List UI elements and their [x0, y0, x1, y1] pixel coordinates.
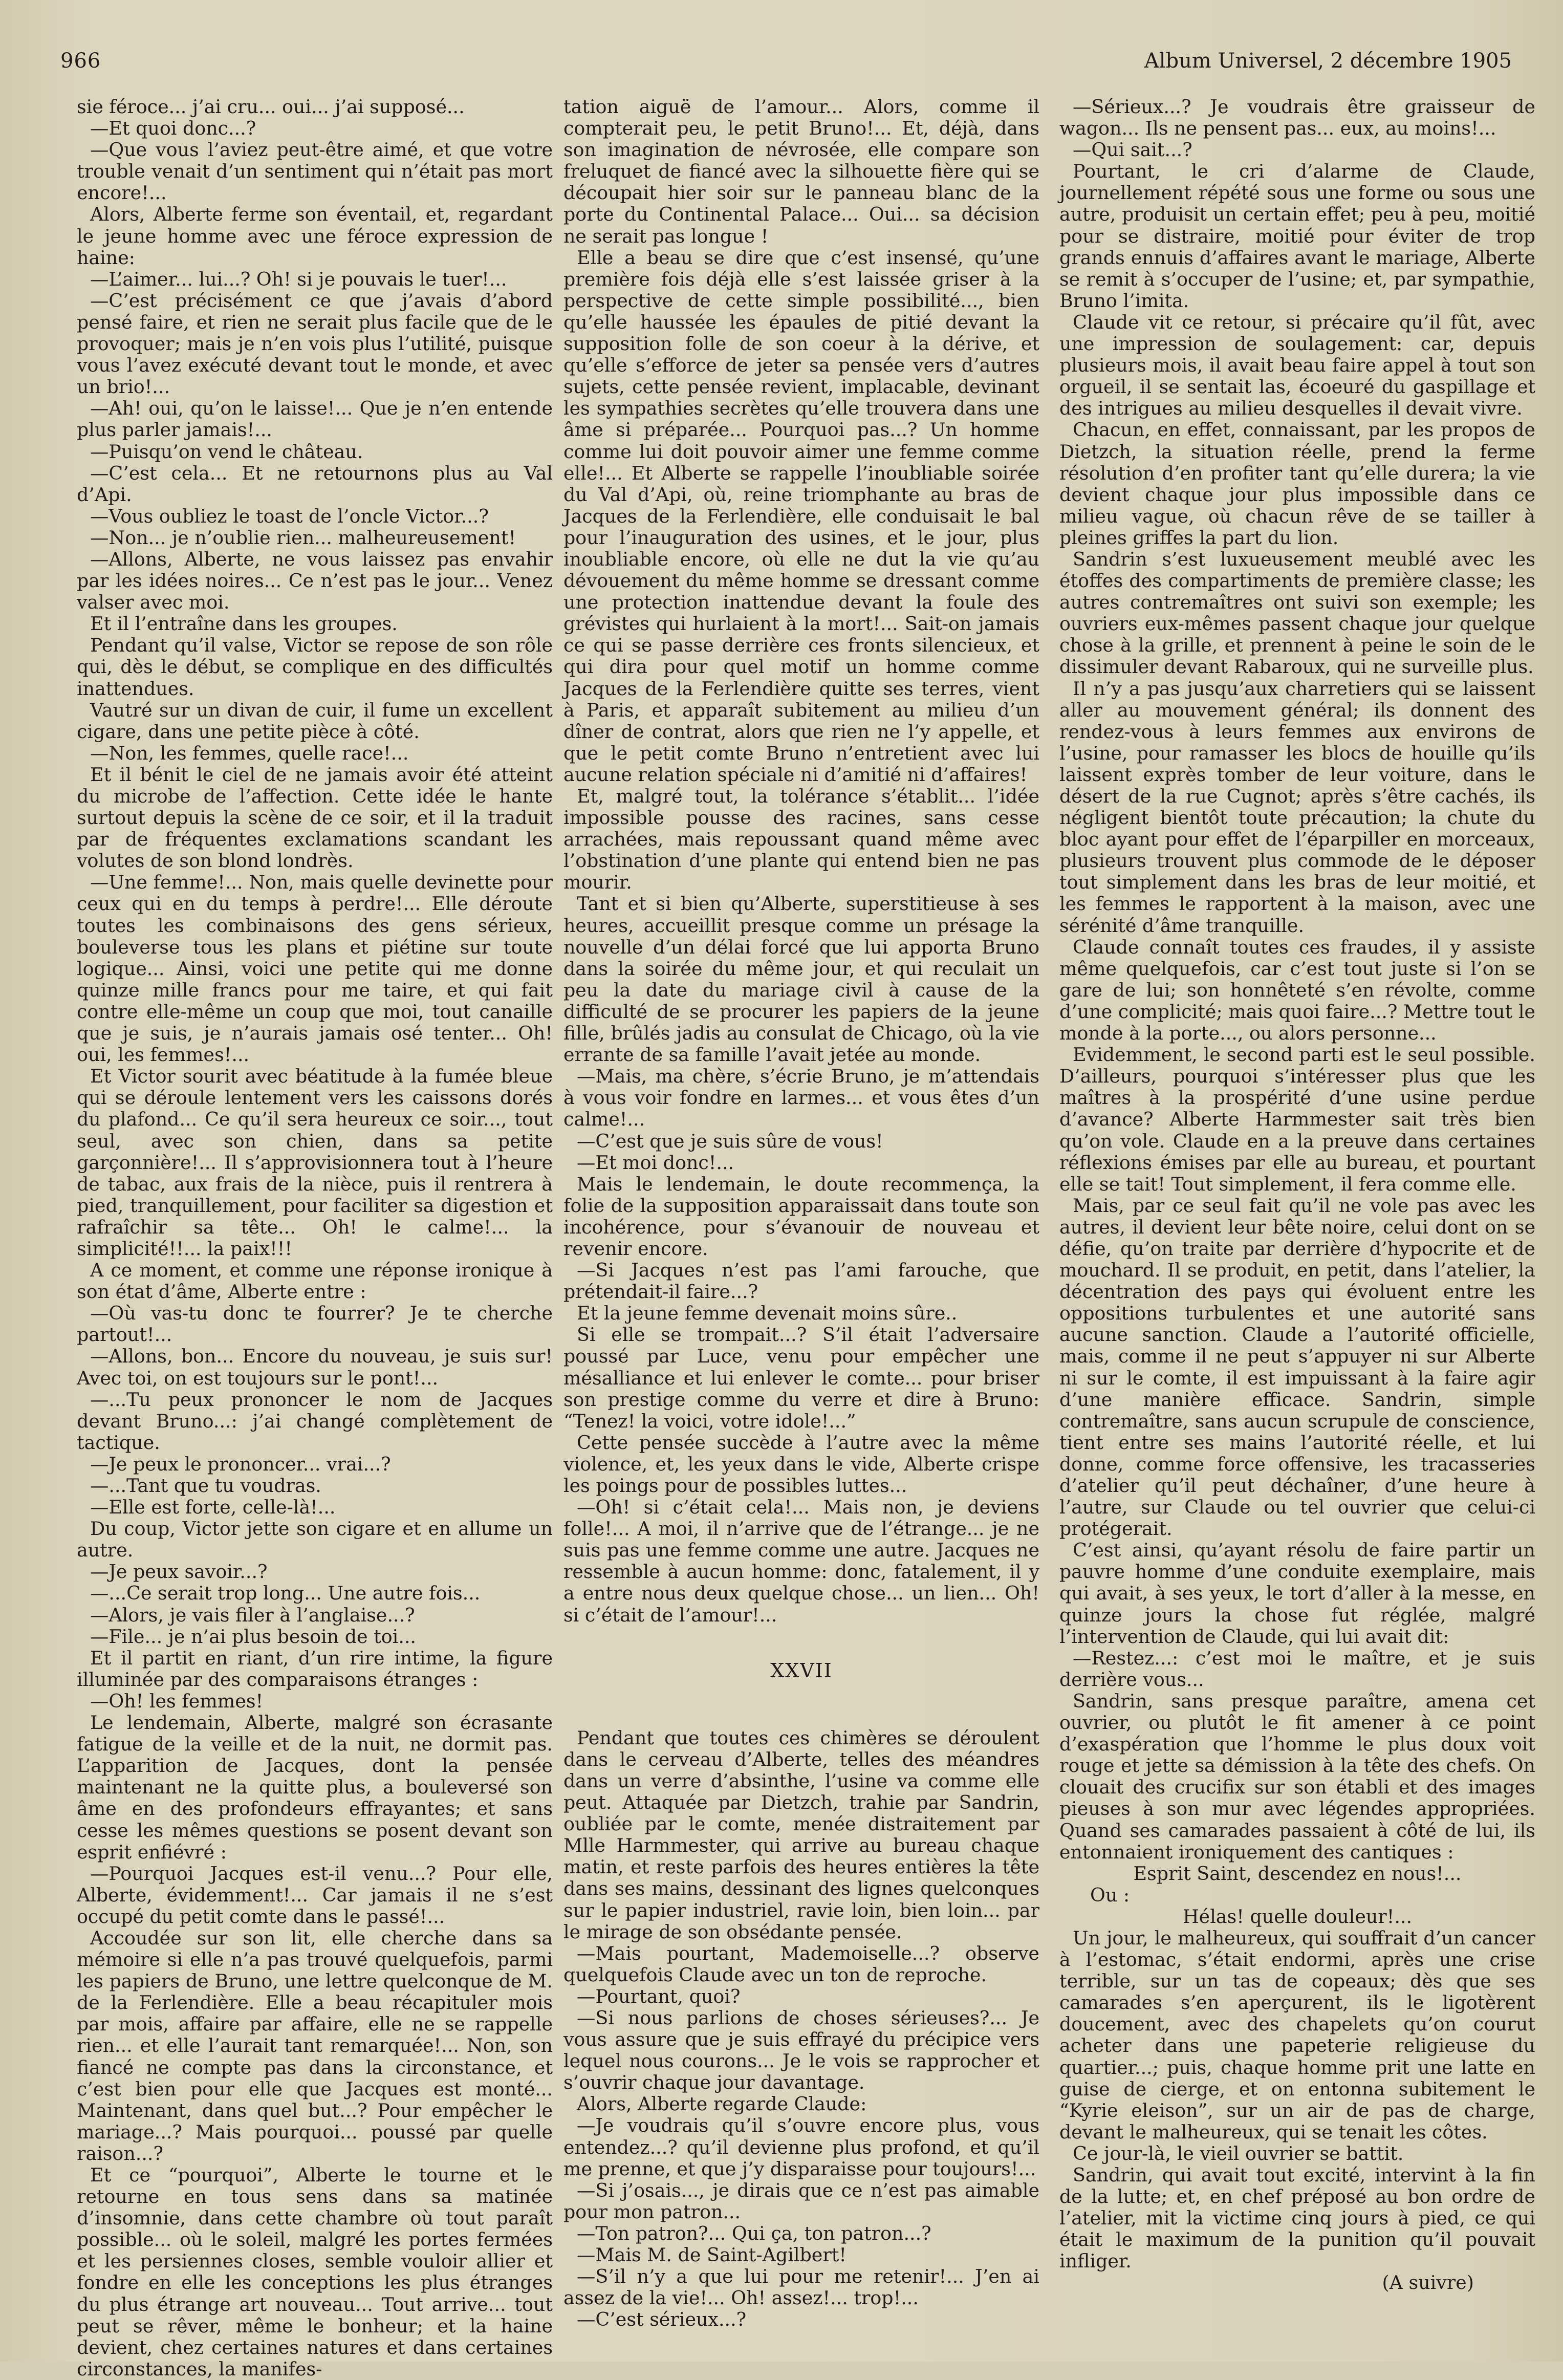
paragraph: —Ton patron?... Qui ça, ton patron...?: [577, 2222, 931, 2244]
paragraph: Sandrin, sans presque paraître, amena cet ouvrier, ou plutôt le fit amener à ce point d’exaspération que l’homme le plus doux voit rouge et jette sa démission à la tête des chefs. On clouait des crucifix sur son établi et des images pieuses à son mur avec légendes appropriées. Quand ses camarades passaient à côté de lui, ils entonnaient ironiquement des cantiques :: [1059, 1690, 1535, 1863]
paragraph: Et il partit en riant, d’un rire intime, la figure illuminée par des comparaisons étranges :: [77, 1647, 553, 1691]
paragraph: Evidemment, le second parti est le seul possible. D’ailleurs, pourquoi s’intéresser plus que les maîtres à la prospérité d’une usine perdue d’avance? Alberte Harmmester sait très bien qu’on vole. Claude en a la preuve dans certaines réflexions émises par elle au bureau, et pourtant elle se tait! Tout simplement, il fera comme elle.: [1059, 1044, 1535, 1195]
paragraph: Alors, Alberte regarde Claude:: [577, 2093, 867, 2115]
paragraph: —Si Jacques n’est pas l’ami farouche, que prétendait-il faire...?: [563, 1259, 1039, 1303]
paragraph: —Et quoi donc...?: [90, 117, 256, 140]
paragraph: Elle a beau se dire que c’est insensé, qu’une première fois déjà elle s’est laissée griser à la perspective de cette simple possibilité..., bien qu’elle haussée les épaules de pitié devant la supposition folle de son coeur à la dérive, et qu’elle s’efforce de jeter sa pensée vers d’autres sujets, cette pensée revient, implacable, devinant les sympathies secrètes qu’elle trouvera dans une âme si préparée... Pourquoi pas...? Un homme comme lui doit pouvoir aimer une femme comme elle!... Et Alberte se rappelle l’inoubliable soirée du Val d’Api, où, reine triomphante au bras de Jacques de la Ferlendière, elle conduisait le bal pour l’inauguration des usines, et le jour, plus inoubliable encore, où elle ne dut la vie qu’au dévouement du même homme se dressant comme une protection inattendue devant la foule des grévistes qui hurlaient à la mort!... Sait-on jamais ce qui se passe derrière ces fronts silencieux, et qui dira pour quel motif un homme comme Jacques de la Ferlendière quitte ses terres, vient à Paris, et apparaît subitement au milieu d’un dîner de contrat, alors que rien ne l’y appelle, et que le petit comte Bruno n’entretient avec lui aucune relation spéciale ni d’amitié ni d’affaires!: [563, 246, 1039, 786]
paragraph: —Elle est forte, celle-là!...: [90, 1496, 336, 1519]
paragraph: —Restez...: c’est moi le maître, et je suis derrière vous...: [1059, 1647, 1535, 1691]
paragraph: —Qui sait...?: [1073, 139, 1192, 161]
paragraph: —Pourtant, quoi?: [577, 1985, 741, 2007]
paragraph: Chacun, en effet, connaissant, par les propos de Dietzch, la situation réelle, prend la ferme résolution d’en profiter tant qu’elle durera; la vie devient chaque jour plus impossible dans ce milieu vague, où chacun rêve de se tailler à pleines griffes la part du lion.: [1059, 419, 1535, 549]
paragraph: —...Tu peux prononcer le nom de Jacques devant Bruno...: j’ai changé complètement de tactique.: [77, 1388, 553, 1454]
paragraph: —Allons, bon... Encore du nouveau, je suis sur! Avec toi, on est toujours sur le pont!...: [77, 1345, 553, 1389]
paragraph: —Oh! si c’était cela!... Mais non, je deviens folle!... A moi, il n’arrive que de l’étrange... je ne suis pas une femme comme une autre. Jacques ne ressemble à aucun homme: donc, fatalement, il y a entre nous deux quelque chose... un lien... Oh! si c’était de l’amour!...: [563, 1496, 1039, 1626]
paragraph: —C’est cela... Et ne retournons plus au Val d’Api.: [77, 462, 553, 506]
column-3: [1059, 96, 1535, 2294]
paragraph: Claude vit ce retour, si précaire qu’il fût, avec une impression de soulagement: car, depuis plusieurs mois, il avait beau faire appel à tout son orgueil, il se sentait las, écoeuré du gaspillage et des intrigues au milieu desquelles il devait vivre.: [1059, 311, 1535, 420]
column-1: [77, 96, 553, 2380]
paragraph: —Et moi donc!...: [577, 1151, 734, 1174]
paragraph: sie féroce... j’ai cru... oui... j’ai supposé...: [77, 96, 465, 118]
chapter-heading: XXVII: [770, 1659, 833, 1682]
paragraph: —S’il n’y a que lui pour me retenir!... J’en ai assez de la vie!... Oh! assez!... trop!...: [563, 2265, 1039, 2309]
song-separator: Ou :: [1090, 1884, 1130, 1906]
paragraph: Mais, par ce seul fait qu’il ne vole pas avec les autres, il devient leur bête noire, celui dont on se défie, qu’on traite par derrière d’hypocrite et de mouchard. Il se produit, en petit, dans l’atelier, la décentration des pays qui évoluent entre les oppositions turbulentes et une autorité sans aucune sanction. Claude a l’autorité officielle, mais, comme il ne peut s’appuyer ni sur Alberte ni sur le comte, il est impuissant à la faire agir d’une manière efficace. Sandrin, simple contremaître, sans aucun scrupule de conscience, tient entre ses mains l’autorité réelle, et lui donne, comme force offensive, les tracasseries d’atelier qu’il peut déchaîner, d’une heure à l’autre, sur Claude ou tel ouvrier que celui-ci protégerait.: [1059, 1194, 1535, 1540]
paragraph: Et la jeune femme devenait moins sûre..: [577, 1302, 958, 1325]
paragraph: —Je voudrais qu’il s’ouvre encore plus, vous entendez...? qu’il devienne plus profond, et qu’il me prenne, et que j’y disparaisse pour toujours!...: [563, 2114, 1039, 2180]
paragraph: C’est ainsi, qu’ayant résolu de faire partir un pauvre homme d’une conduite exemplaire, mais qui avait, à ses yeux, le tort d’aller à la messe, en quinze jours la chose fut réglée, malgré l’intervention de Claude, qui lui avait dit:: [1059, 1539, 1535, 1648]
paragraph: —Puisqu’on vend le château.: [90, 440, 363, 463]
paragraph: —C’est que je suis sûre de vous!: [577, 1130, 883, 1152]
paragraph: Pourtant, le cri d’alarme de Claude, journellement répété sous une forme ou sous une autre, produisit un certain effet; peu à peu, moitié pour se distraire, moitié pour éviter de trop grands ennuis d’affaires avant le mariage, Alberte se remit à s’occuper de l’usine; et, par sympathie, Bruno l’imita.: [1059, 160, 1535, 312]
paragraph: tation aiguë de l’amour... Alors, comme il compterait peu, le petit Bruno!... Et, déjà, dans son imagination de névrosée, elle compare son freluquet de fiancé avec la silhouette fière qui se découpait hier soir sur le panneau blanc de la porte du Continental Palace... Oui... sa décision ne serait pas longue !: [563, 96, 1039, 247]
page-number: 966: [60, 49, 101, 73]
paragraph: —Une femme!... Non, mais quelle devinette pour ceux qui en du temps à perdre!... Elle déroute toutes les combinaisons des gens sérieux, bouleverse tous les plans et piétine sur toute logique... Ainsi, voici une petite qui me donne quinze mille francs pour me taire, et qui fait contre elle-même un coup que moi, tout canaille que je suis, je n’aurais jamais osé tenter... Oh! oui, les femmes!...: [77, 871, 553, 1066]
paragraph: —...Ce serait trop long... Une autre fois...: [90, 1582, 481, 1605]
paragraph: —File... je n’ai plus besoin de toi...: [90, 1625, 416, 1648]
paragraph: —Oh! les femmes!: [90, 1690, 264, 1712]
paragraph: —...Tant que tu voudras.: [90, 1475, 321, 1497]
paragraph: —Mais pourtant, Mademoiselle...? observe quelquefois Claude avec un ton de reproche.: [563, 1942, 1039, 1986]
paragraph: —Vous oubliez le toast de l’oncle Victor...?: [90, 505, 489, 527]
paragraph: —Ah! oui, qu’on le laisse!... Que je n’en entende plus parler jamais!...: [77, 397, 553, 441]
paragraph: —C’est sérieux...?: [577, 2308, 747, 2331]
paragraph: Sandrin s’est luxueusement meublé avec les étoffes des compartiments de première classe; les autres contremaîtres ont suivi son exemple; les ouvriers eux-mêmes passent chaque jour quelque chose à la grille, et prennent à peine le soin de le dissimuler devant Rabaroux, qui ne surveille plus.: [1059, 548, 1535, 678]
paragraph: Et, malgré tout, la tolérance s’établit... l’idée impossible pousse des racines, sans cesse arrachées, mais repoussant quand même avec l’obstination d’une plante qui entend bien ne pas mourir.: [563, 785, 1039, 894]
paragraph: —L’aimer... lui...? Oh! si je pouvais le tuer!...: [90, 268, 507, 290]
paragraph: Tant et si bien qu’Alberte, superstitieuse à ses heures, accueillit presque comme un présage la nouvelle d’un délai forcé que lui apporta Bruno dans la soirée du même jour, et qui reculait un peu la date du mariage civil à cause de la difficulté de se procurer les papiers de la jeune fille, brûlés jadis au consulat de Chicago, où la vie errante de sa famille l’avait jetée au monde.: [563, 893, 1039, 1066]
paragraph: Alors, Alberte ferme son éventail, et, regardant le jeune homme avec une féroce expression de haine:: [77, 203, 553, 269]
paragraph: —Mais, ma chère, s’écrie Bruno, je m’attendais à vous voir fondre en larmes... et vous êtes d’un calme!...: [563, 1065, 1039, 1131]
paragraph: Accoudée sur son lit, elle cherche dans sa mémoire si elle n’a pas trouvé quelquefois, parmi les papiers de Bruno, une lettre quelconque de M. de la Ferlendière. Elle a beau récapituler mois par mois, affaire par affaire, elle ne se rappelle rien... et elle l’aurait tant remarquée!... Non, son fiancé ne compte pas dans la circonstance, et c’est bien pour elle que Jacques est monté... Maintenant, dans quel but...? Pour empêcher le mariage...? Mais pourquoi... poussé par quelle raison...?: [77, 1927, 553, 2165]
song-line: Hélas! quelle douleur!...: [1182, 1905, 1413, 1928]
song-line: Esprit Saint, descendez en nous!...: [1133, 1862, 1462, 1885]
paragraph: Ce jour-là, le vieil ouvrier se battit.: [1073, 2142, 1404, 2165]
paragraph: Claude connaît toutes ces fraudes, il y assiste même quelquefois, car c’est tout juste si l’on se gare de lui; son honnêteté s’en révolte, comme d’une complicité; mais quoi faire...? Mettre tout le monde à la porte..., ou alors personne...: [1059, 936, 1535, 1045]
paragraph: —C’est précisément ce que j’avais d’abord pensé faire, et rien ne serait plus facile que de le provoquer; mais je n’en vois plus l’utilité, puisque vous l’avez exécuté devant tout le monde, et avec un brio!...: [77, 289, 553, 398]
paragraph: Mais le lendemain, le doute recommença, la folie de la supposition apparaissait dans toute son incohérence, pour s’évanouir de nouveau et revenir encore.: [563, 1173, 1039, 1260]
paragraph: —Si nous parlions de choses sérieuses?... Je vous assure que je suis effrayé du précipice vers lequel nous courons... Je le vois se rapprocher et s’ouvrir chaque jour davantage.: [563, 2006, 1039, 2094]
paragraph: Sandrin, qui avait tout excité, intervint à la fin de la lutte; et, en chef préposé au bon ordre de l’atelier, mit la victime cinq jours à pied, ce qui était le maximum de la punition qu’il pouvait infliger.: [1059, 2164, 1535, 2273]
paragraph: Et Victor sourit avec béatitude à la fumée bleue qui se déroule lentement vers les caissons dorés du plafond... Ce qu’il sera heureux ce soir..., tout seul, avec son chien, dans sa petite garçonnière!... Il s’approvisionnera tout à l’heure de tabac, aux frais de la nièce, puis il rentrera à pied, tranquillement, pour faciliter sa digestion et rafraîchir sa tête... Oh! le calme!... la simplicité!!... la paix!!!: [77, 1065, 553, 1260]
paragraph: Cette pensée succède à l’autre avec la même violence, et, les yeux dans le vide, Alberte crispe les poings pour de possibles luttes...: [563, 1431, 1039, 1497]
paragraph: —Je peux savoir...?: [90, 1561, 268, 1583]
paragraph: —Mais M. de Saint-Agilbert!: [577, 2244, 846, 2266]
paragraph: —Je peux le prononcer... vrai...?: [90, 1453, 391, 1475]
paragraph: —Alors, je vais filer à l’anglaise...?: [90, 1604, 415, 1626]
column-2: [563, 96, 1039, 2330]
paragraph: Pendant que toutes ces chimères se déroulent dans le cerveau d’Alberte, telles des méandres dans un verre d’absinthe, l’usine va comme elle peut. Attaquée par Dietzch, trahie par Sandrin, oubliée par le comte, menée distraitement par Mlle Harmmester, qui arrive au bureau chaque matin, et reste parfois des heures entières la tête dans ses mains, dessinant des lignes quelconques sur le papier industriel, ravie loin, bien loin... par le mirage de son obsédante pensée.: [563, 1726, 1039, 1943]
paragraph: —Où vas-tu donc te fourrer? Je te cherche partout!...: [77, 1302, 553, 1346]
paragraph: Et il l’entraîne dans les groupes.: [90, 613, 398, 635]
paragraph: Et il bénit le ciel de ne jamais avoir été atteint du microbe de l’affection. Cette idée le hante surtout depuis la scène de ce soir, et il la traduit par de fréquentes exclamations scandant les volutes de son blond londrès.: [77, 763, 553, 872]
paragraph: A ce moment, et comme une réponse ironique à son état d’âme, Alberte entre :: [77, 1259, 553, 1303]
paragraph: Pendant qu’il valse, Victor se repose de son rôle qui, dès le début, se complique en des difficultés inattendues.: [77, 634, 553, 700]
paragraph: Il n’y a pas jusqu’aux charretiers qui se laissent aller au mouvement général; ils donnent des rendez-vous à leurs femmes aux environs de l’usine, pour ramasser les blocs de houille qu’ils laissent exprès tomber de leur voiture, dans le désert de la rue Cugnot; après s’être cachés, ils négligent bientôt toute précaution; la chute du bloc ayant pour effet de l’éparpiller en morceaux, plusieurs trouvent plus commode de le déposer tout simplement dans les bras de leur moitié, et les femmes le rapportent à la maison, avec une sérénité d’âme tranquille.: [1059, 677, 1535, 937]
to-be-continued: (A suivre): [1382, 2271, 1474, 2294]
running-title: Album Universel, 2 décembre 1905: [1144, 49, 1512, 73]
paragraph: —Pourquoi Jacques est-il venu...? Pour elle, Alberte, évidemment!... Car jamais il ne s’est occupé du petit comte dans le passé!...: [77, 1862, 553, 1928]
paragraph: —Sérieux...? Je voudrais être graisseur de wagon... Ils ne pensent pas... eux, au moins!...: [1059, 96, 1535, 140]
paragraph: —Que vous l’aviez peut-être aimé, et que votre trouble venait d’un sentiment qui n’était pas mort encore!...: [77, 139, 553, 204]
paragraph: —Non... je n’oublie rien... malheureusement!: [90, 526, 516, 549]
paragraph: Du coup, Victor jette son cigare et en allume un autre.: [77, 1518, 553, 1562]
paragraph: —Non, les femmes, quelle race!...: [90, 742, 409, 764]
paragraph: Vautré sur un divan de cuir, il fume un excellent cigare, dans une petite pièce à côté.: [77, 699, 553, 743]
paragraph: Si elle se trompait...? S’il était l’adversaire poussé par Luce, venu pour empêcher une mésalliance et lui enlever le comte... pour briser son prestige comme du verre et dire à Bruno: “Tenez! la voici, votre idole!...”: [563, 1324, 1039, 1432]
paragraph: Et ce “pourquoi”, Alberte le tourne et le retourne en tous sens dans sa matinée d’insomnie, dans cette chambre où tout paraît possible... où le soleil, malgré les portes fermées et les persiennes closes, semble vouloir allier et fondre en elle les conceptions les plus étranges du plus étrange art nouveau... Tout arrive... tout peut se rêver, même le bonheur; et la haine devient, chez certaines natures et dans certaines circonstances, la manifes-: [77, 2164, 553, 2380]
paragraph: Un jour, le malheureux, qui souffrait d’un cancer à l’estomac, s’était endormi, après une crise terrible, sur un tas de copeaux; dès que ses camarades s’en aperçurent, ils le ligotèrent doucement, avec des chapelets qu’on courut acheter dans une papeterie religieuse du quartier...; puis, chaque homme prit une latte en guise de cierge, et on entonna subitement le “Kyrie eleison”, sur un air de pas de charge, devant le malheureux, qui se tenait les côtes.: [1059, 1927, 1535, 2143]
paragraph: —Allons, Alberte, ne vous laissez pas envahir par les idées noires... Ce n’est pas le jour... Venez valser avec moi.: [77, 548, 553, 614]
paragraph: Le lendemain, Alberte, malgré son écrasante fatigue de la veille et de la nuit, ne dormit pas. L’apparition de Jacques, dont la pensée maintenant ne la quitte plus, a bouleversé son âme en des profondeurs effrayantes; et sans cesse les mêmes questions se posent devant son esprit enfiévré :: [77, 1712, 553, 1863]
paragraph: —Si j’osais..., je dirais que ce n’est pas aimable pour mon patron...: [563, 2179, 1039, 2223]
